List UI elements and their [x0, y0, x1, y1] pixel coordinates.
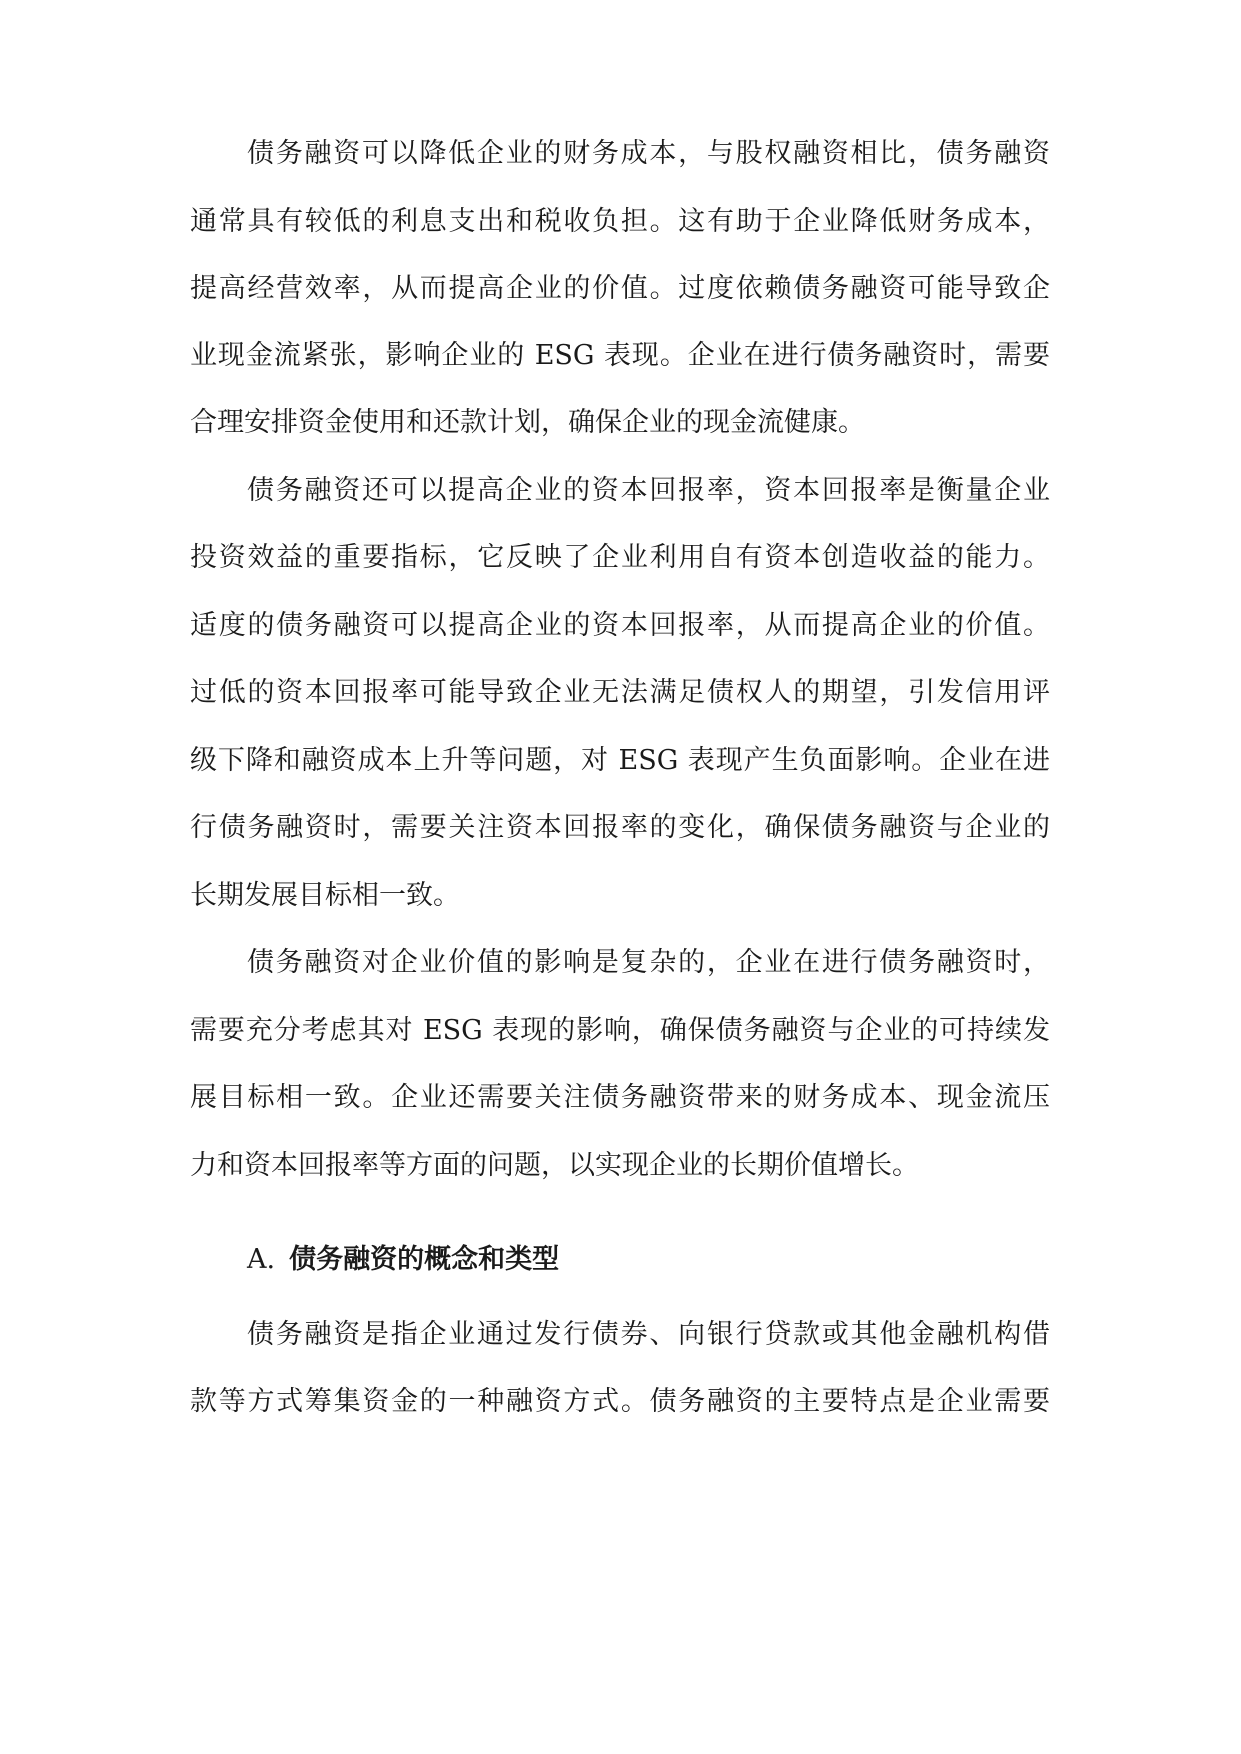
- paragraph-line: 债务融资可以降低企业的财务成本，与股权融资相比，债务融资: [247, 138, 1050, 169]
- section-heading: [247, 1240, 847, 1280]
- paragraph-line: 业现金流紧张，影响企业的 ESG 表现。企业在进行债务融资时，需要: [190, 340, 1050, 371]
- paragraph-line: 投资效益的重要指标，它反映了企业利用自有资本创造收益的能力。: [190, 542, 1050, 573]
- paragraph-line: 债务融资对企业价值的影响是复杂的，企业在进行债务融资时，: [247, 947, 1050, 978]
- paragraph-line: 展目标相一致。企业还需要关注债务融资带来的财务成本、现金流压: [190, 1082, 1050, 1113]
- paragraph-line: 款等方式筹集资金的一种融资方式。债务融资的主要特点是企业需要: [190, 1386, 1050, 1417]
- paragraph-line: 提高经营效率，从而提高企业的价值。过度依赖债务融资可能导致企: [190, 273, 1050, 304]
- paragraph-line: 合理安排资金使用和还款计划，确保企业的现金流健康。: [190, 407, 865, 438]
- paragraph-line: 债务融资是指企业通过发行债券、向银行贷款或其他金融机构借: [247, 1319, 1050, 1350]
- section-title: 债务融资的概念和类型: [289, 1244, 560, 1275]
- paragraph-line: 长期发展目标相一致。: [190, 880, 460, 911]
- paragraph-line: 债务融资还可以提高企业的资本回报率，资本回报率是衡量企业: [247, 475, 1050, 506]
- paragraph-line: 过低的资本回报率可能导致企业无法满足债权人的期望，引发信用评: [190, 677, 1050, 708]
- section-number: A.: [247, 1244, 276, 1275]
- paragraph-line: 通常具有较低的利息支出和税收负担。这有助于企业降低财务成本，: [190, 206, 1050, 237]
- paragraph-line: 力和资本回报率等方面的问题，以实现企业的长期价值增长。: [190, 1150, 919, 1181]
- paragraph-line: 需要充分考虑其对 ESG 表现的影响，确保债务融资与企业的可持续发: [190, 1015, 1050, 1046]
- paragraph-line: 级下降和融资成本上升等问题，对 ESG 表现产生负面影响。企业在进: [190, 745, 1050, 776]
- paragraph-line: 适度的债务融资可以提高企业的资本回报率，从而提高企业的价值。: [190, 610, 1050, 641]
- paragraph-line: 行债务融资时，需要关注资本回报率的变化，确保债务融资与企业的: [190, 812, 1050, 843]
